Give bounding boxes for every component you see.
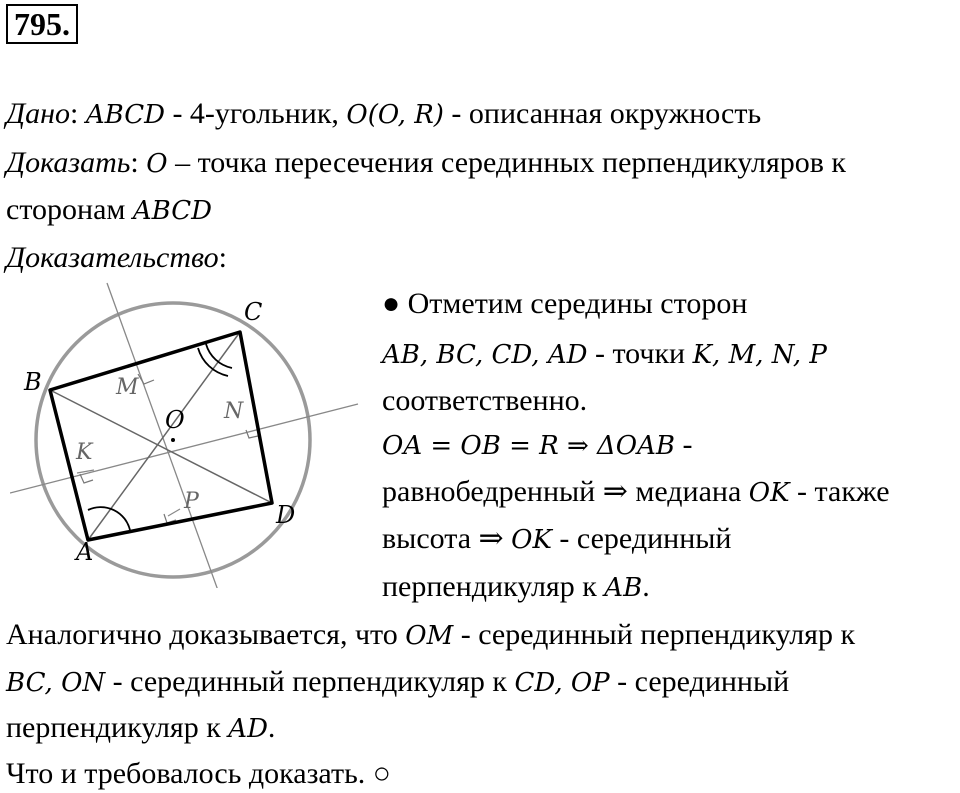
prove-line: Доказать: O – точка пересечения серединных перпендикуляров к [6, 146, 846, 179]
proof-right-3 [382, 383, 587, 419]
prove-text-2: сторонам [6, 193, 133, 226]
proof-r2-text: - точки [587, 337, 693, 370]
label-d: D [276, 501, 296, 529]
proof-r6-m: OK [511, 525, 552, 555]
proof-r3: соответственно. [382, 384, 588, 417]
prove-line-2 [6, 192, 212, 229]
proof-r7-a: перпендикуляр к [382, 570, 605, 603]
problem-number: 795. [6, 4, 78, 44]
proof-r2-points: K, M, N, P [692, 340, 827, 370]
given-line: Дано: ABCD - 4-угольник, O(O, R) - описанная окружность [6, 97, 762, 130]
proof-r4-text: - [675, 428, 693, 461]
proof-s1-a: Аналогично доказывается, что [6, 618, 406, 651]
label-n: N [224, 399, 244, 424]
given-text-2: - описанная окружность [443, 97, 762, 130]
proof-s3-b: . [267, 711, 276, 744]
proof-right-4 [382, 427, 693, 464]
proof-r7-m: AB [604, 573, 643, 603]
prove-point: O [146, 149, 168, 179]
label-b: B [24, 368, 42, 396]
proof-end: Что и требовалось доказать. ○ [6, 757, 391, 790]
proof-s3-m: AD [228, 714, 268, 744]
proof-right-7 [382, 569, 650, 606]
label-k: K [76, 440, 93, 465]
proof-label: Доказательство [6, 241, 219, 274]
proof-r5-m: OK [748, 478, 790, 508]
prove-figure: ABCD [132, 196, 212, 226]
prove-label: Доказать [6, 146, 131, 179]
proof-right-1 [382, 286, 747, 322]
proof-s2-m1: BC, ON [6, 668, 106, 698]
proof-heading: Доказательство: [6, 241, 227, 274]
proof-right-6 [382, 521, 731, 558]
proof-similar-3 [6, 710, 275, 747]
proof-s1-b: - серединный перпендикуляр к [453, 618, 856, 651]
proof-s2-b: - серединный [609, 665, 790, 698]
label-p: P [184, 489, 199, 514]
quadrilateral-abcd [50, 332, 272, 540]
proof-r5-a: равнобедренный ⇒ медиана [382, 475, 749, 508]
given-text-1: - 4-угольник, [164, 97, 347, 130]
label-o: O [165, 406, 185, 434]
proof-r6-a: высота ⇒ [382, 522, 512, 555]
proof-conclusion [6, 756, 391, 792]
proof-s3-a: перпендикуляр к [6, 711, 229, 744]
given-circle: O(O, R) [346, 100, 444, 130]
proof-s1-m: OM [405, 621, 454, 651]
label-m: M [116, 375, 139, 400]
proof-s2-a: - серединный перпендикуляр к [105, 665, 515, 698]
proof-r5-b: - также [789, 475, 890, 508]
proof-r6-b: - серединный [551, 522, 732, 555]
proof-r1: ● Отметим середины сторон [382, 287, 748, 320]
proof-similar-2 [6, 664, 789, 701]
proof-r7-b: . [642, 570, 650, 603]
angle-arc-c-outer [198, 348, 228, 376]
center-point-o [171, 438, 175, 442]
given-figure: ABCD [85, 100, 165, 130]
label-c: C [244, 298, 263, 326]
proof-r2-sides: AB, BC, CD, AD [382, 340, 588, 370]
proof-similar-1 [6, 617, 855, 654]
right-angle-mark-k [80, 474, 93, 483]
given-label: Дано [6, 97, 70, 130]
prove-text-1: – точка пересечения серединных перпендикуляров к [167, 146, 846, 179]
proof-r4-eq: OA = OB = R ⇒ ΔOAB [382, 431, 676, 461]
geometry-figure [10, 278, 360, 588]
proof-right-5 [382, 474, 890, 511]
tick-p [168, 509, 180, 516]
label-a: A [76, 538, 94, 566]
proof-s2-m2: CD, OP [514, 668, 610, 698]
proof-right-2 [382, 336, 827, 373]
